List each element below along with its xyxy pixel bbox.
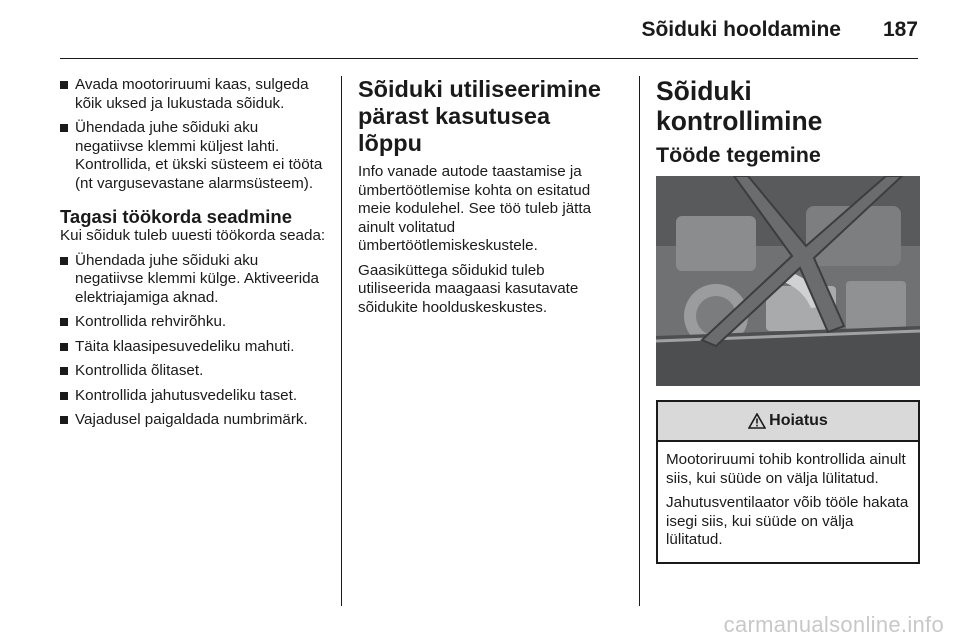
- list-item: Vajadusel paigaldada numbrimärk.: [60, 411, 328, 430]
- section-title: Sõiduki kontrollimine: [656, 76, 823, 136]
- warning-label: Hoiatus: [769, 412, 828, 429]
- list-item: Ühendada juhe sõiduki aku negatiivse klemmi küljest lahti. Kontrollida, et ükski süsteem ei tööta (nt vargusevastane alarmsüsteem).: [60, 119, 328, 193]
- list-item: Täita klaasipesuvedeliku mahuti.: [60, 338, 328, 357]
- bullet-list-restore: [60, 252, 328, 430]
- column-divider-2: [639, 76, 640, 606]
- subsection-title: Tööde tegemine: [656, 143, 821, 167]
- page-number: 187: [882, 18, 918, 41]
- warning-header: [658, 402, 918, 442]
- engine-hood-open-photo: [656, 176, 920, 386]
- section-title: Sõiduki utiliseerimine pärast kasutusea lõppu: [358, 76, 601, 156]
- list-item: Ühendada juhe sõiduki aku negatiivse klemmi külge. Aktiveerida elektriajamiga aknad.: [60, 252, 328, 308]
- list-item: Kontrollida õlitaset.: [60, 362, 328, 381]
- header-title: Sõiduki hooldamine: [641, 18, 841, 41]
- warning-paragraph: Jahutusventilaator võib tööle hakata isegi siis, kui süüde on välja lülitatud.: [666, 494, 909, 548]
- column-divider-1: [341, 76, 342, 606]
- warning-paragraph: Mootoriruumi tohib kontrollida ainult siis, kui süüde on välja lülitatud.: [666, 451, 906, 487]
- section-intro: Kui sõiduk tuleb uuesti töökorda seada:: [60, 227, 326, 244]
- paragraph: Gaasiküttega sõidukid tuleb utiliseerida maagaasi kasutavate sõidukite hoolduskeskustes.: [358, 261, 579, 316]
- column-3: [656, 76, 920, 564]
- section-title: Tagasi töökorda seadmine: [60, 206, 292, 227]
- warning-triangle-icon: [748, 413, 766, 429]
- column-2: [358, 76, 614, 323]
- header-rule: [60, 58, 918, 59]
- warning-box: [656, 400, 920, 564]
- list-item: Avada mootoriruumi kaas, sulgeda kõik uksed ja lukustada sõiduk.: [60, 76, 328, 113]
- list-item: Kontrollida rehvirõhku.: [60, 313, 328, 332]
- warning-body: [658, 442, 918, 562]
- column-1: [60, 76, 328, 436]
- bullet-list-storage: [60, 76, 328, 193]
- running-header: [0, 18, 918, 42]
- list-item: Kontrollida jahutusvedeliku taset.: [60, 387, 328, 406]
- watermark: carmanualsonline.info: [723, 612, 944, 637]
- paragraph: Info vanade autode taastamise ja ümbertöötlemise kohta on esitatud meie kodulehel. See töö tuleb jätta ainult volitatud ümbertöötlemiskeskustele.: [358, 163, 592, 254]
